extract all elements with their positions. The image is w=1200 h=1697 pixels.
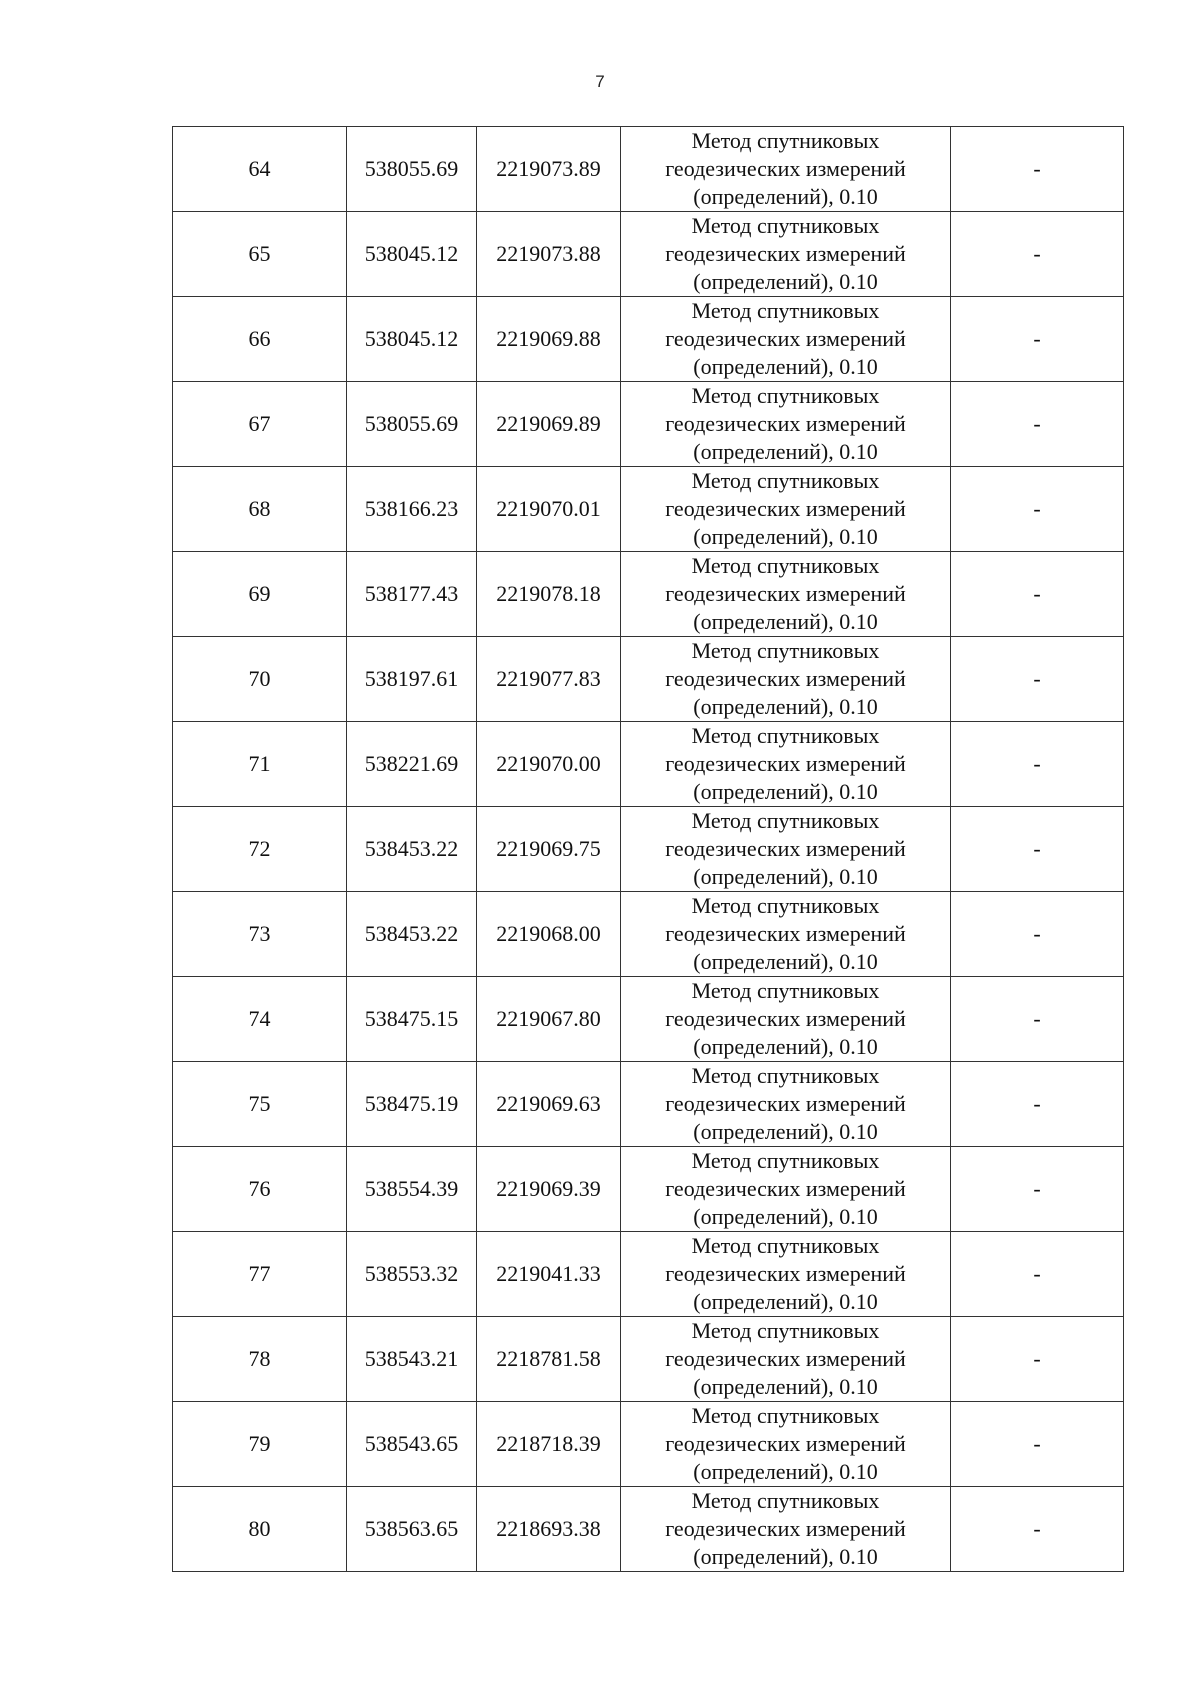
table-row <box>173 1232 1124 1317</box>
method-line: Метод спутниковых <box>691 1488 880 1513</box>
method-line: Метод спутниковых <box>691 978 880 1003</box>
method-line: геодезических измерений <box>665 411 906 436</box>
method-line: Метод спутниковых <box>691 723 880 748</box>
point-number-cell: 68 <box>173 467 347 552</box>
x-coordinate-cell: 538563.65 <box>347 1487 477 1572</box>
method-line: Метод спутниковых <box>691 128 880 153</box>
y-coordinate-cell: 2219069.88 <box>477 297 621 382</box>
method-line: (определений), 0.10 <box>693 1289 878 1314</box>
note-cell: - <box>951 1402 1124 1487</box>
method-cell <box>621 467 951 552</box>
y-coordinate-cell: 2219070.01 <box>477 467 621 552</box>
note-cell: - <box>951 382 1124 467</box>
y-coordinate-cell: 2219069.89 <box>477 382 621 467</box>
note-cell: - <box>951 637 1124 722</box>
point-number-cell: 69 <box>173 552 347 637</box>
note-cell: - <box>951 1232 1124 1317</box>
method-line: геодезических измерений <box>665 1006 906 1031</box>
method-line: геодезических измерений <box>665 1176 906 1201</box>
method-line: Метод спутниковых <box>691 298 880 323</box>
note-cell: - <box>951 127 1124 212</box>
point-number-cell: 76 <box>173 1147 347 1232</box>
method-line: геодезических измерений <box>665 581 906 606</box>
table-row <box>173 552 1124 637</box>
point-number-cell: 75 <box>173 1062 347 1147</box>
note-cell: - <box>951 212 1124 297</box>
coordinates-table-body <box>173 127 1124 1572</box>
point-number-cell: 80 <box>173 1487 347 1572</box>
point-number-cell: 72 <box>173 807 347 892</box>
y-coordinate-cell: 2219069.39 <box>477 1147 621 1232</box>
note-cell: - <box>951 297 1124 382</box>
y-coordinate-cell: 2219070.00 <box>477 722 621 807</box>
method-line: (определений), 0.10 <box>693 779 878 804</box>
y-coordinate-cell: 2219067.80 <box>477 977 621 1062</box>
method-line: (определений), 0.10 <box>693 1374 878 1399</box>
x-coordinate-cell: 538177.43 <box>347 552 477 637</box>
method-cell <box>621 1317 951 1402</box>
method-line: геодезических измерений <box>665 751 906 776</box>
note-cell: - <box>951 467 1124 552</box>
x-coordinate-cell: 538166.23 <box>347 467 477 552</box>
method-cell <box>621 1062 951 1147</box>
table-row <box>173 212 1124 297</box>
method-line: Метод спутниковых <box>691 1403 880 1428</box>
method-line: геодезических измерений <box>665 1431 906 1456</box>
y-coordinate-cell: 2219073.88 <box>477 212 621 297</box>
method-line: геодезических измерений <box>665 1346 906 1371</box>
method-line: геодезических измерений <box>665 156 906 181</box>
method-line: (определений), 0.10 <box>693 1204 878 1229</box>
table-row <box>173 127 1124 212</box>
table-row <box>173 1147 1124 1232</box>
method-line: геодезических измерений <box>665 326 906 351</box>
y-coordinate-cell: 2218693.38 <box>477 1487 621 1572</box>
method-line: (определений), 0.10 <box>693 1544 878 1569</box>
page-number: 7 <box>595 72 605 91</box>
x-coordinate-cell: 538475.19 <box>347 1062 477 1147</box>
method-line: Метод спутниковых <box>691 383 880 408</box>
x-coordinate-cell: 538475.15 <box>347 977 477 1062</box>
point-number-cell: 74 <box>173 977 347 1062</box>
table-row <box>173 1317 1124 1402</box>
note-cell: - <box>951 1062 1124 1147</box>
note-cell: - <box>951 1317 1124 1402</box>
x-coordinate-cell: 538045.12 <box>347 297 477 382</box>
method-line: геодезических измерений <box>665 1516 906 1541</box>
point-number-cell: 67 <box>173 382 347 467</box>
method-cell <box>621 807 951 892</box>
point-number-cell: 70 <box>173 637 347 722</box>
x-coordinate-cell: 538543.65 <box>347 1402 477 1487</box>
note-cell: - <box>951 1147 1124 1232</box>
method-line: (определений), 0.10 <box>693 439 878 464</box>
method-line: (определений), 0.10 <box>693 1034 878 1059</box>
y-coordinate-cell: 2218718.39 <box>477 1402 621 1487</box>
point-number-cell: 78 <box>173 1317 347 1402</box>
method-line: (определений), 0.10 <box>693 269 878 294</box>
table-row <box>173 892 1124 977</box>
point-number-cell: 65 <box>173 212 347 297</box>
method-line: (определений), 0.10 <box>693 609 878 634</box>
method-line: (определений), 0.10 <box>693 1119 878 1144</box>
method-line: (определений), 0.10 <box>693 1459 878 1484</box>
table-row <box>173 1402 1124 1487</box>
method-line: геодезических измерений <box>665 666 906 691</box>
table-row <box>173 1487 1124 1572</box>
x-coordinate-cell: 538543.21 <box>347 1317 477 1402</box>
method-line: Метод спутниковых <box>691 468 880 493</box>
x-coordinate-cell: 538055.69 <box>347 382 477 467</box>
method-line: Метод спутниковых <box>691 893 880 918</box>
y-coordinate-cell: 2219077.83 <box>477 637 621 722</box>
note-cell: - <box>951 892 1124 977</box>
x-coordinate-cell: 538553.32 <box>347 1232 477 1317</box>
note-cell: - <box>951 552 1124 637</box>
table-row <box>173 297 1124 382</box>
method-line: (определений), 0.10 <box>693 354 878 379</box>
method-cell <box>621 1487 951 1572</box>
method-cell <box>621 382 951 467</box>
method-line: (определений), 0.10 <box>693 694 878 719</box>
y-coordinate-cell: 2219069.63 <box>477 1062 621 1147</box>
table-row <box>173 382 1124 467</box>
method-cell <box>621 892 951 977</box>
point-number-cell: 77 <box>173 1232 347 1317</box>
x-coordinate-cell: 538045.12 <box>347 212 477 297</box>
method-cell <box>621 722 951 807</box>
method-cell <box>621 127 951 212</box>
x-coordinate-cell: 538554.39 <box>347 1147 477 1232</box>
method-line: Метод спутниковых <box>691 553 880 578</box>
method-line: (определений), 0.10 <box>693 949 878 974</box>
method-line: (определений), 0.10 <box>693 184 878 209</box>
table-row <box>173 1062 1124 1147</box>
table-row <box>173 977 1124 1062</box>
y-coordinate-cell: 2218781.58 <box>477 1317 621 1402</box>
x-coordinate-cell: 538221.69 <box>347 722 477 807</box>
method-cell <box>621 1232 951 1317</box>
method-line: геодезических измерений <box>665 836 906 861</box>
method-line: геодезических измерений <box>665 496 906 521</box>
method-line: (определений), 0.10 <box>693 864 878 889</box>
method-cell <box>621 212 951 297</box>
method-line: (определений), 0.10 <box>693 524 878 549</box>
method-line: геодезических измерений <box>665 921 906 946</box>
note-cell: - <box>951 722 1124 807</box>
point-number-cell: 71 <box>173 722 347 807</box>
table-row <box>173 722 1124 807</box>
y-coordinate-cell: 2219069.75 <box>477 807 621 892</box>
note-cell: - <box>951 1487 1124 1572</box>
method-line: геодезических измерений <box>665 1261 906 1286</box>
note-cell: - <box>951 977 1124 1062</box>
method-cell <box>621 297 951 382</box>
method-cell <box>621 1147 951 1232</box>
x-coordinate-cell: 538197.61 <box>347 637 477 722</box>
method-line: Метод спутниковых <box>691 1233 880 1258</box>
method-cell <box>621 977 951 1062</box>
note-cell: - <box>951 807 1124 892</box>
y-coordinate-cell: 2219041.33 <box>477 1232 621 1317</box>
method-line: геодезических измерений <box>665 241 906 266</box>
point-number-cell: 66 <box>173 297 347 382</box>
y-coordinate-cell: 2219068.00 <box>477 892 621 977</box>
method-cell <box>621 1402 951 1487</box>
method-line: Метод спутниковых <box>691 808 880 833</box>
y-coordinate-cell: 2219073.89 <box>477 127 621 212</box>
method-line: Метод спутниковых <box>691 213 880 238</box>
x-coordinate-cell: 538453.22 <box>347 892 477 977</box>
y-coordinate-cell: 2219078.18 <box>477 552 621 637</box>
method-line: Метод спутниковых <box>691 1148 880 1173</box>
table-row <box>173 467 1124 552</box>
point-number-cell: 64 <box>173 127 347 212</box>
table-row <box>173 807 1124 892</box>
method-cell <box>621 637 951 722</box>
x-coordinate-cell: 538453.22 <box>347 807 477 892</box>
table-row <box>173 637 1124 722</box>
point-number-cell: 79 <box>173 1402 347 1487</box>
point-number-cell: 73 <box>173 892 347 977</box>
method-cell <box>621 552 951 637</box>
method-line: Метод спутниковых <box>691 1318 880 1343</box>
method-line: Метод спутниковых <box>691 638 880 663</box>
method-line: Метод спутниковых <box>691 1063 880 1088</box>
x-coordinate-cell: 538055.69 <box>347 127 477 212</box>
method-line: геодезических измерений <box>665 1091 906 1116</box>
coordinates-table <box>172 126 1124 1572</box>
